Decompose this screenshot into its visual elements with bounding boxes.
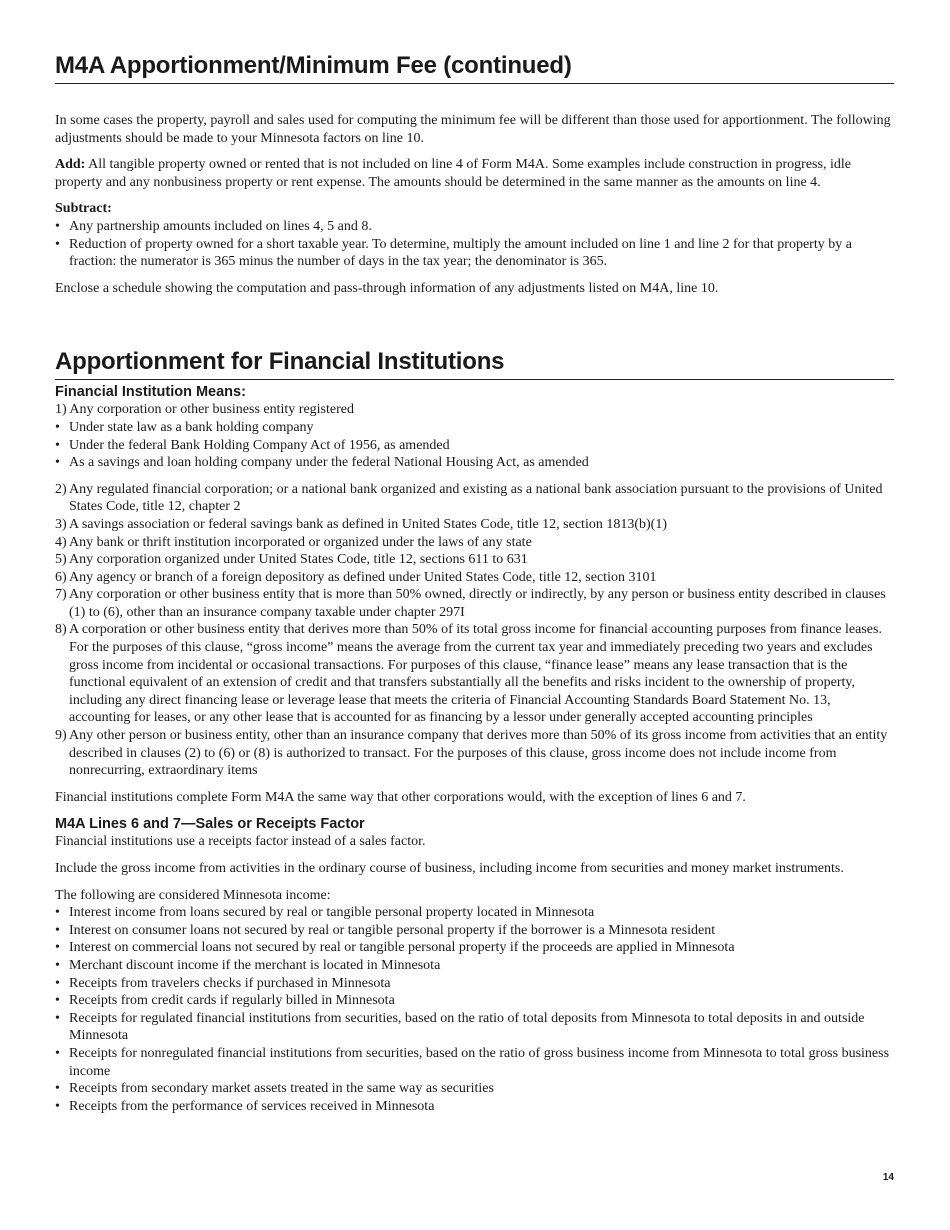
item-1-intro: 1) Any corporation or other business entity registered	[55, 402, 354, 418]
item-text: Any regulated financial corporation; or a national bank organized and existing as a national bank association pursuant to the provisions of United States Code, title 12, chapter 2	[69, 481, 883, 515]
item-text: A corporation or other business entity that derives more than 50% of its total gross income for financial accounting purposes from finance leases. For the purposes of this clause, “gross income” means the average from the current tax year and immediately preceding two years and excludes gross income from incidental or occasional transactions. For purposes of this clause, “finance lease” means any lease transaction that is the functional equivalent of an extension of credit and that transfers substantially all the benefits and risks incident to the ownership of property, including any direct financing lease or leverage lease that meets the criteria of Financial Accounting Standards Board Statement No. 13, accounting for leases, or any other lease that is accounted for as financing by a lessor under generally accepted accounting principles	[69, 622, 882, 726]
item-number: 5)	[55, 552, 67, 568]
list-item: • Any partnership amounts included on lines 4, 5 and 8.	[55, 218, 894, 236]
list-item	[55, 551, 894, 569]
item-text: Any corporation organized under United States Code, title 12, sections 611 to 631	[69, 552, 528, 568]
add-paragraph	[55, 156, 894, 191]
list-item: • Interest income from loans secured by real or tangible personal property located in Minnesota	[55, 904, 894, 922]
page-number: 14	[882, 1172, 894, 1183]
list-item	[55, 534, 894, 552]
list-item: • Receipts from secondary market assets treated in the same way as securities	[55, 1080, 894, 1098]
item-number: 3)	[55, 516, 67, 532]
item-text: Any corporation or other business entity that is more than 50% owned, directly or indirectly, by any person or business entity described in clauses (1) to (6), other than an insurance company taxable under chapter 297I	[69, 587, 886, 620]
item-text: Any other person or business entity, other than an insurance company that derives more than 50% of its gross income from activities that an entity described in clauses (2) to (6) or (8) is authorized to transact. For the purposes of this clause, gross income does not include income from nonrecurring, extraordinary items	[69, 728, 888, 779]
minnesota-income-intro: The following are considered Minnesota income:	[55, 887, 331, 903]
include-paragraph: Include the gross income from activities in the ordinary course of business, including income from securities and money market instruments.	[55, 861, 844, 876]
list-item: • Receipts for nonregulated financial institutions from securities, based on the ratio of gross business income from Minnesota to total gross business income	[55, 1045, 894, 1080]
item-number: 8)	[55, 622, 67, 638]
subtract-list	[55, 218, 894, 271]
list-item	[55, 586, 894, 621]
receipts-paragraph: Financial institutions use a receipts factor instead of a sales factor.	[55, 834, 426, 850]
item-text: Any bank or thrift institution incorporated or organized under the laws of any state	[69, 534, 532, 550]
item-1-bullets	[55, 419, 894, 472]
list-item: • Receipts for regulated financial institutions from securities, based on the ratio of total deposits from Minnesota to total deposits in and outside Minnesota	[55, 1010, 894, 1045]
document-page	[55, 0, 894, 1115]
list-item	[55, 727, 894, 780]
list-item: • Reduction of property owned for a short taxable year. To determine, multiply the amount included on line 1 and line 2 for that property by a fraction: the numerator is 365 minus the number of days in the tax year; the denominator is 365.	[55, 236, 894, 271]
add-label: Add:	[55, 157, 86, 173]
item-number: 7)	[55, 587, 67, 603]
section-title-financial-institutions: Apportionment for Financial Institutions	[55, 348, 894, 380]
enclose-paragraph: Enclose a schedule showing the computation and pass-through information of any adjustments listed on M4A, line 10.	[55, 280, 719, 296]
list-item: • Interest on commercial loans not secured by real or tangible personal property if the proceeds are applied in Minnesota	[55, 939, 894, 957]
numbered-definitions	[55, 481, 894, 780]
section-title-minimum-fee: M4A Apportionment/Minimum Fee (continued)	[55, 52, 894, 84]
item-number: 4)	[55, 534, 67, 550]
lines-6-7-heading: M4A Lines 6 and 7—Sales or Receipts Factor	[55, 816, 365, 833]
complete-paragraph: Financial institutions complete Form M4A the same way that other corporations would, with the exception of lines 6 and 7.	[55, 789, 746, 805]
list-item: • Under state law as a bank holding company	[55, 419, 894, 437]
item-number: 6)	[55, 569, 67, 585]
list-item	[55, 621, 894, 727]
minnesota-income-list	[55, 904, 894, 1115]
subtract-label: Subtract:	[55, 201, 112, 217]
list-item: • Interest on consumer loans not secured by real or tangible personal property if the borrower is a Minnesota resident	[55, 922, 894, 940]
list-item: • As a savings and loan holding company under the federal National Housing Act, as amended	[55, 454, 894, 472]
list-item	[55, 481, 894, 516]
list-item: • Receipts from the performance of services received in Minnesota	[55, 1098, 894, 1116]
item-text: Any agency or branch of a foreign depository as defined under United States Code, title 12, section 3101	[69, 569, 657, 585]
list-item: • Receipts from travelers checks if purchased in Minnesota	[55, 975, 894, 993]
list-item	[55, 569, 894, 587]
list-item: • Merchant discount income if the merchant is located in Minnesota	[55, 957, 894, 975]
item-number: 9)	[55, 728, 67, 744]
item-number: 2)	[55, 481, 67, 497]
item-text: A savings association or federal savings bank as defined in United States Code, title 12, section 1813(b)(1)	[69, 516, 667, 532]
intro-paragraph: In some cases the property, payroll and sales used for computing the minimum fee will be different than those used for apportionment. The following adjustments should be made to your Minnesota factors on line 10.	[55, 113, 891, 146]
list-item: • Under the federal Bank Holding Company Act of 1956, as amended	[55, 437, 894, 455]
list-item	[55, 516, 894, 534]
list-item: • Receipts from credit cards if regularly billed in Minnesota	[55, 992, 894, 1010]
add-text: All tangible property owned or rented that is not included on line 4 of Form M4A. Some examples include construction in progress, idle property and any nonbusiness property or rent expense. The amounts should be determined in the same manner as the amounts on line 4.	[55, 157, 851, 190]
means-heading: Financial Institution Means:	[55, 384, 246, 401]
